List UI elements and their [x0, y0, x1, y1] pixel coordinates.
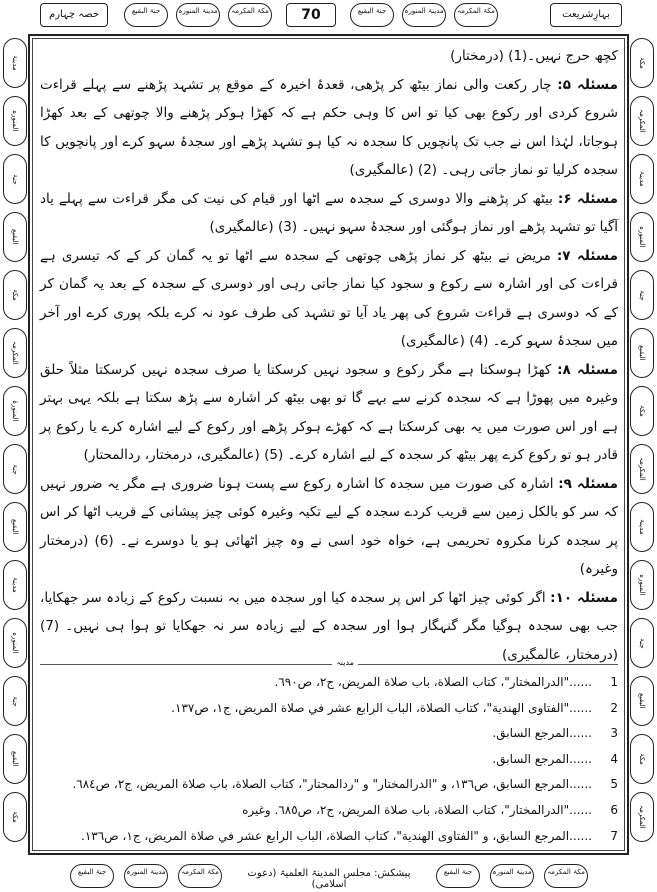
publisher-credit: پیشکش: مجلس المدینۃ العلمیۃ (دعوت اسلامی) — [247, 868, 411, 890]
footnote — [40, 824, 618, 850]
masala-label: مسئلہ ۵: — [557, 76, 618, 93]
header-medallion: جنۃ البقیع — [124, 3, 168, 27]
side-medallion: مکۃ — [3, 792, 27, 842]
side-medallion: مکۃ — [630, 38, 654, 88]
masala-label: مسئلہ ۷: — [556, 247, 618, 264]
footnote — [40, 670, 618, 696]
side-medallion: البقیع — [3, 734, 27, 784]
side-medallion: مدینۃ — [3, 38, 27, 88]
masala-5 — [40, 71, 618, 185]
side-medallion: المنورۃ — [3, 386, 27, 436]
footnote-number: 7 — [610, 828, 618, 843]
footnote — [40, 772, 618, 798]
side-medallion: جنۃ — [630, 618, 654, 668]
side-medallion: المنورہ — [630, 560, 654, 610]
masala-10 — [40, 584, 618, 670]
footnote-number: 5 — [610, 777, 618, 792]
footnote-text: ......"الفتاوى الهندية"، كتاب الصلاة، الباب الرابع عشر في صلاة المريض، ج١، ص١٣٧. — [171, 700, 592, 715]
footnote-number: 3 — [610, 726, 618, 741]
header-medallion: جنۃ البقیع — [350, 3, 394, 27]
footnote-text: ......المرجع السابق، ص١٣٦، و "الدرالمختار" و "ردالمحتار"، كتاب الصلاة، باب صلاة المريض، ج٢، ص٦٨٤. — [72, 777, 592, 792]
side-medallion: البقیع — [3, 212, 27, 262]
masala-label: مسئلہ ۹: — [558, 475, 618, 492]
side-medallion: المنورہ — [3, 618, 27, 668]
footer-medallion: مکۃ المکرمہ — [544, 864, 588, 888]
side-medallion: المکرمہ — [3, 328, 27, 378]
page-footer — [0, 862, 657, 890]
side-medallion: جنۃ — [630, 270, 654, 320]
side-medallion: المنورہ — [630, 212, 654, 262]
side-medallion: جنۃ — [3, 676, 27, 726]
masala-6 — [40, 185, 618, 242]
footnote-number: 2 — [610, 700, 618, 715]
footnote — [40, 747, 618, 773]
side-medallion: المکرمہ — [630, 792, 654, 842]
side-medallion: جنۃ — [3, 444, 27, 494]
masala-text: بیٹھ کر پڑھنے والا دوسری کے سجدہ سے اٹھا اور قیام کی نیت کی مگر قراءت سے پہلے یاد آگیا تو تشہد پڑھے اور نماز ہوگئی اور سجدۂ سہو نہیں۔ (3) (عالمگیری) — [40, 190, 618, 235]
side-medallion: مکۃ — [630, 734, 654, 784]
footnote-text: ......المرجع السابق، و "الفتاوى الهندية"، كتاب الصلاة، الباب الرابع عشر في صلاة المريض، ج١، ص١٣٦. — [81, 828, 592, 843]
masala-text: کھڑا ہوسکتا ہے مگر رکوع و سجود نہیں کرسکتا یا صرف سجدہ نہیں کرسکتا مثلاً حلق وغیرہ میں پھوڑا ہے کہ سجدہ کرنے سے بہے گا تو بھی بیٹھ کر اشارہ سے پڑھ سکتا ہے بلکہ یہی بہتر ہے اور اس صورت میں یہ بھی کرسکتا ہے کہ کھڑے ہوکر پڑھے اور رکوع کے لیے اشارہ کرے یا رکوع پر قادر ہو تو رکوع کرے پھر بیٹھ کر سجدہ کے لیے اشارہ کرے۔ (5) (عالمگیری، درمختار، ردالمحتار) — [40, 361, 618, 463]
masala-9 — [40, 470, 618, 584]
header-medallion: مکۃ المکرمہ — [228, 3, 272, 27]
footnote — [40, 721, 618, 747]
footer-medallion: مکۃ المکرمہ — [178, 864, 222, 888]
side-medallion: البقیع — [630, 676, 654, 726]
footnote-text: ......"الدرالمختار"، كتاب الصلاة، باب صلاة المريض، ج٢، ص٦٨٥. وغيره — [242, 802, 592, 817]
separator-label: مدینہ — [332, 658, 358, 667]
footnote-text: ......"الدرالمختار"، كتاب الصلاة، باب صلاة المريض، ج٢، ص٦٩٠. — [274, 675, 592, 689]
footnote-text: ......المرجع السابق. — [492, 751, 592, 766]
page-number: 70 — [286, 3, 336, 27]
masala-text: مریض نے بیٹھ کر نماز پڑھی چوتھی کے سجدہ سے اٹھا تو یہ گمان کر کے کہ تیسری ہے قراءت کی اور اشارہ سے رکوع و سجود کیا نماز جاتی رہی اور دوسری کے سجدہ کے بعد یہ گمان کر کے کہ دوسری ہے قراءت شروع کی پھر یاد آیا تو تشہد کی طرف عود نہ کرے بلکہ پوری کرے اور آخر میں سجدۂ سہو کرے۔ (4) (عالمگیری) — [40, 247, 618, 349]
footnotes — [40, 670, 618, 849]
footnote-text: ......المرجع السابق. — [492, 726, 592, 741]
footer-medallion: جنۃ البقیع — [70, 864, 114, 888]
side-medallion: البقیع — [3, 502, 27, 552]
masala-label: مسئلہ ۶: — [557, 190, 619, 207]
part-label: حصہ چہارم — [40, 3, 108, 27]
side-medallion: المکرمہ — [630, 444, 654, 494]
side-medallion: مدینۃ — [630, 154, 654, 204]
footnote — [40, 798, 618, 824]
footnote-separator — [40, 658, 618, 667]
masala-8 — [40, 356, 618, 470]
masala-text: چار رکعت والی نماز بیٹھ کر پڑھی، قعدۂ اخیرہ کے موقع پر تشہد پڑھنے سے پہلے قراءت شروع کردی اور رکوع بھی کیا تو اس کا وہی حکم ہے کہ کھڑا ہوکر پڑھنے والا چوتھی کے بعد کھڑا ہوجاتا، لہٰذا اس نے جب تک پانچویں کا سجدہ نہ کیا ہو تشہد پڑھے اور سجدۂ سہو کرے اور پانچویں کا سجدہ کرلیا تو نماز جاتی رہی۔ (2) (عالمگیری) — [40, 76, 618, 178]
side-medallion: مکۃ — [630, 386, 654, 436]
side-medallion: المکرمہ — [630, 96, 654, 146]
header-medallion: مکۃ المکرمہ — [454, 3, 498, 27]
page-header — [0, 3, 657, 29]
header-medallion: مدینۃ المنورہ — [402, 3, 446, 27]
intro-text: کچھ حرج نہیں۔(1) (درمختار) — [450, 48, 618, 64]
side-medallion: مدینۃ — [630, 502, 654, 552]
masala-label: مسئلہ ۱۰: — [550, 589, 618, 606]
masala-label: مسئلہ ۸: — [557, 361, 618, 378]
masala-7 — [40, 242, 618, 356]
side-medallion: مدینۃ — [3, 560, 27, 610]
side-medallion: المنورہ — [3, 96, 27, 146]
main-text — [40, 42, 618, 669]
footer-medallion: مدینۃ المنورہ — [490, 864, 534, 888]
footnote-number: 4 — [610, 751, 618, 766]
side-medallion: البقیع — [630, 328, 654, 378]
header-medallion: مدینۃ المنورہ — [176, 3, 220, 27]
footer-medallion: مدینۃ المنورہ — [124, 864, 168, 888]
footnote — [40, 696, 618, 722]
book-title: بہارِشریعت — [550, 3, 622, 27]
footnote-number: 1 — [610, 675, 618, 689]
masala-text: اگر کوئی چیز اٹھا کر اس پر سجدہ کیا اور سجدہ میں بہ نسبت رکوع کے زیادہ سر جھکایا، جب بھی سجدہ ہوگیا مگر گنہگار ہوا اور سجدہ کے لیے زیادہ سر نہ جھکایا تو ہوا ہی نہیں۔ (7) (درمختار، عالمگیری) — [40, 589, 618, 663]
footer-medallion: جنۃ البقیع — [436, 864, 480, 888]
masala-text: اشارہ کی صورت میں سجدہ کا اشارہ رکوع سے پست ہونا ضروری ہے مگر یہ ضرور نہیں کہ سر کو بالکل زمین سے قریب کردے سجدہ کے لیے تکیہ وغیرہ کوئی چیز پیشانی کے قریب اٹھا کر اس پر سجدہ کرنا مکروہ تحریمی ہے، خواہ خود اسی نے وہ چیز اٹھائی ہو یا دوسرے نے۔ (6) (درمختار وغیرہ) — [40, 475, 618, 577]
side-medallion: جنۃ — [3, 154, 27, 204]
footnote-number: 6 — [610, 802, 618, 817]
side-medallion: مکۃ — [3, 270, 27, 320]
